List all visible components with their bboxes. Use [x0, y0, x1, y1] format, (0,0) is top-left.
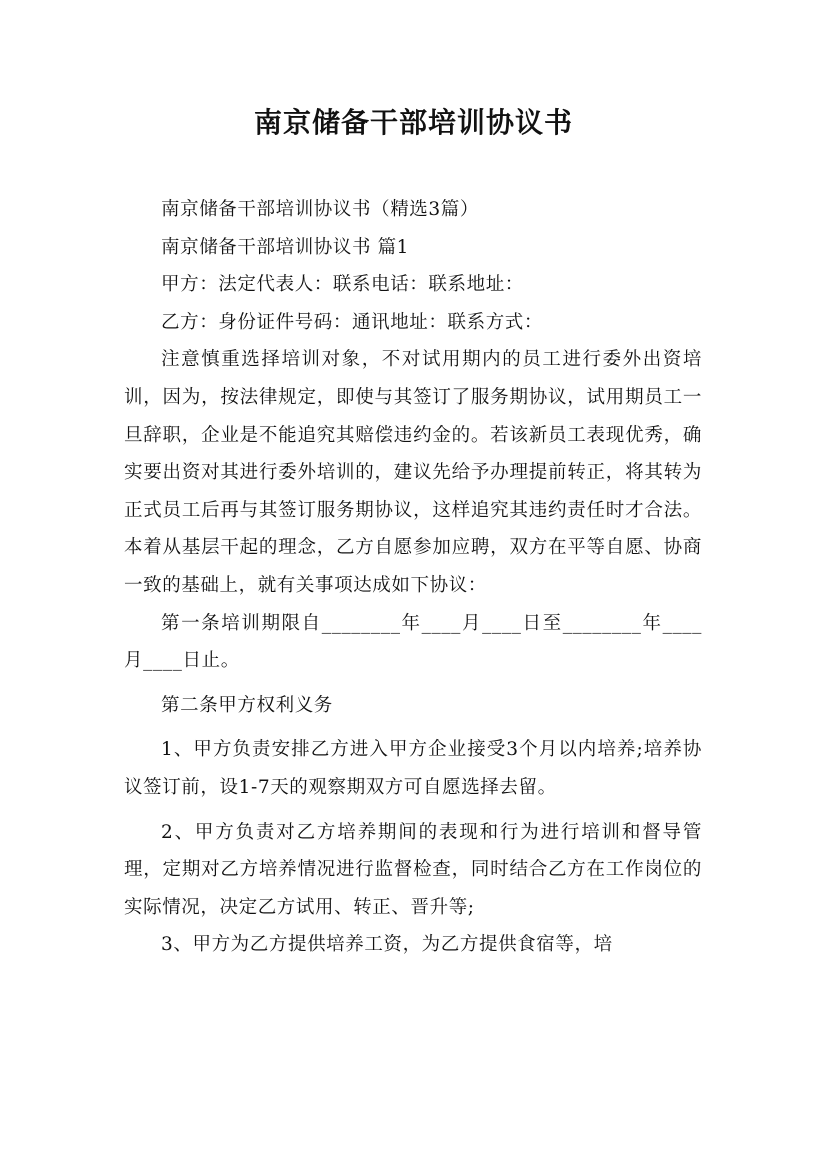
document-title: 南京储备干部培训协议书 — [253, 106, 573, 139]
paragraph-article-2-heading: 第二条甲方权利义务 — [161, 694, 333, 716]
paragraph-item-2: 2、甲方负责对乙方培养期间的表现和行为进行培训和督导管理，定期对乙方培养情况进行监督检查，同时结合乙方在工作岗位的实际情况，决定乙方试用、转正、晋升等; — [124, 821, 702, 918]
paragraph-gap — [124, 807, 702, 814]
paragraph-article-1: 第一条培训期限自________年____月____日至________年____月____日止。 — [124, 612, 702, 672]
paragraph-party-a: 甲方：法定代表人：联系电话：联系地址： — [161, 274, 524, 296]
paragraph-subtitle: 南京储备干部培训协议书（精选3篇） — [161, 199, 479, 220]
document-body — [124, 191, 702, 964]
paragraph-section-heading: 南京储备干部培训协议书 篇1 — [161, 236, 410, 258]
paragraph-party-b: 乙方：身份证件号码：通讯地址：联系方式： — [161, 311, 544, 333]
paragraph-gap — [124, 724, 702, 731]
paragraph-notice: 注意慎重选择培训对象，不对试用期内的员工进行委外出资培训，因为，按法律规定，即使与其签订了服务期协议，试用期员工一旦辞职，企业是不能追究其赔偿违约金的。若该新员工表现优秀，确实要出资对其进行委外培训的，建议先给予办理提前转正，将其转为正式员工后再与其签订服务期协议，这样追究其违约责任时才合法。本着从基层干起的理念，乙方自愿参加应聘，双方在平等自愿、协商一致的基础上，就有关事项达成如下协议： — [124, 349, 702, 596]
paragraph-item-1: 1、甲方负责安排乙方进入甲方企业接受3个月以内培养;培养协议签订前，设1-7天的观察期双方可自愿选择去留。 — [124, 739, 702, 798]
paragraph-gap — [124, 680, 702, 687]
paragraph-item-3: 3、甲方为乙方提供培养工资，为乙方提供食宿等，培 — [161, 934, 613, 956]
